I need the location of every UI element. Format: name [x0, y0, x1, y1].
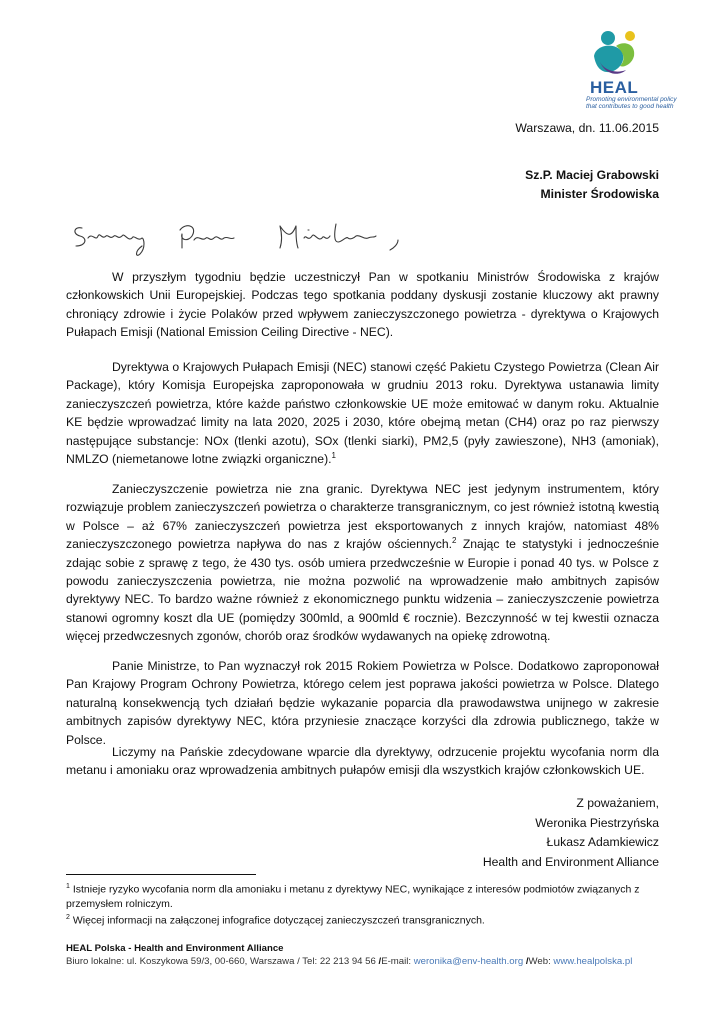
paragraph-1 — [66, 268, 659, 342]
footer-contact — [66, 955, 666, 968]
footer-address: Biuro lokalne: ul. Koszykowa 59/3, 00-660, Warszawa / Tel: 22 213 94 56 — [66, 956, 376, 967]
footer-separator-2: / — [525, 956, 529, 967]
signer-2: Łukasz Adamkiewicz — [546, 835, 659, 849]
paragraph-4-text: Panie Ministrze, to Pan wyznaczył rok 2015 Rokiem Powietrza w Polsce. Dodatkowo zaproponował Pan Krajowy Program Ochrony Powietrza, którego celem jest poprawa jakości powietrza w Polsce. Dlatego naturalną konsekwencją tych działań będzie wykazanie poparcia dla prawodawstwa unijnego w zakresie ambitnych zapisów dyrektywy NEC, która przyniesie znaczące korzyści dla zdrowia publicznego, także w Polsce. — [66, 659, 659, 747]
paragraph-5-text: Liczymy na Pańskie zdecydowane wparcie dla dyrektywy, odrzucenie projektu wycofania norm dla metanu i amoniaku oraz wprowadzenia ambitnych pułapów emisji dla wszystkich krajów członkowskich UE. — [66, 745, 659, 778]
footnote-ref-2[interactable]: 2 — [452, 536, 457, 546]
footnote-divider — [66, 874, 256, 875]
paragraph-2 — [66, 358, 659, 468]
footnote-2-number: 2 — [66, 913, 70, 921]
footnote-2 — [66, 911, 659, 928]
footer-email-label: E-mail: — [381, 956, 414, 967]
closing-block — [483, 794, 659, 872]
footer-web-link[interactable]: www.healpolska.pl — [553, 956, 633, 967]
heal-logo — [586, 26, 677, 118]
heal-logo-icon — [586, 26, 646, 78]
logo-tagline-line2: that contributes to good health — [586, 103, 674, 110]
footnote-ref-1[interactable]: 1 — [331, 450, 336, 460]
paragraph-1-text: W przyszłym tygodniu będzie uczestniczył Pan w spotkaniu Ministrów Środowiska z krajów członkowskich Unii Europejskiej. Podczas tego spotkania poddany dyskusji zostanie kluczowy akt prawny chroniący zdrowie i życie Polaków przed wpływem zanieczyszczonego powietrza - dyrektywa o Krajowych Pułapach Emisji (National Emission Ceiling Directive - NEC). — [66, 270, 659, 340]
footnote-2-text: Więcej informacji na załączonej infografice dotyczącej zanieczyszczeń transgranicznych. — [72, 914, 485, 927]
footer — [66, 942, 666, 968]
signer-1: Weronika Piestrzyńska — [535, 815, 659, 830]
logo-name: HEAL — [590, 78, 639, 97]
footnote-1 — [66, 880, 659, 911]
paragraph-2-text: Dyrektywa o Krajowych Pułapach Emisji (NEC) stanowi część Pakietu Czystego Powietrza (Clean Air Package), który Komisja Europejska zaproponowała w grudniu 2013 roku. Dyrektywa ustanawia limity zanieczyszczeń powietrza, które każde państwo członkowskie UE może emitować w danym roku. Aktualnie KE będzie wprowadzać limity na lata 2020, 2025 i 2030, które obejmą metan (CH4) oraz po raz pierwszy następujące substancje: NOx (tlenki azotu), SOx (tlenki siarki), PM2,5 (pyły zawieszone), NH3 (amoniak), NMLZO (niemetanowe lotne związki organiczne). — [66, 360, 659, 467]
addressee — [525, 166, 659, 204]
closing-greeting: Z poważaniem, — [576, 796, 659, 810]
handwritten-salutation — [68, 208, 408, 263]
footer-web-label: Web: — [528, 956, 554, 967]
paragraph-5 — [66, 743, 659, 780]
letter-date: Warszawa, dn. 11.06.2015 — [515, 121, 659, 135]
paragraph-3 — [66, 480, 659, 646]
footnotes — [66, 880, 659, 928]
paragraph-3-text-a: Zanieczyszczenie powietrza nie zna granic. Dyrektywa NEC jest jedynym instrumentem, który rozwiązuje problem zanieczyszczeń powietrza o charakterze transgranicznym, co jest również istotną kwestią w Polsce – aż 67% zanieczyszczeń powietrza jest eksportowanych z innych krajów, natomiast 48% zanieczyszczonego powietrza napływa do nas z krajów ościennych. — [66, 482, 659, 552]
signer-organization: Health and Environment Alliance — [482, 854, 659, 869]
logo-tagline — [586, 96, 677, 110]
addressee-title: Minister Środowiska — [540, 187, 659, 201]
footnote-1-text: Istnieje ryzyko wycofania norm dla amoniaku i metanu z dyrektywy NEC, wynikające z interesów podmiotów związanych z przemysłem rolniczym. — [66, 883, 640, 910]
footer-org: HEAL Polska - Health and Environment Alliance — [66, 943, 284, 954]
addressee-name: Sz.P. Maciej Grabowski — [525, 168, 659, 182]
footnote-1-number: 1 — [66, 883, 70, 890]
footer-separator: / — [378, 956, 382, 967]
paragraph-3-text-b: Znając te statystyki i jednocześnie zdając sobie z sprawę z tego, że 430 tys. osób umiera przedwcześnie w Europie i ponad 40 tys. w Polsce z powodu zanieczyszczenia powietrza, nie można pozwolić na wprowadzenie mało ambitnych zapisów dyrektywy NEC. To bardzo ważne również z ekonomicznego punktu widzenia – zanieczyszczenie powietrza stanowi ogromny koszt dla UE (pomiędzy 300mld, a 900mld € rocznie). Bezczynność w tej kwestii oznacza więcej przedwczesnych zgonów, chorób oraz środków wydawanych na opiekę zdrowotną. — [66, 537, 659, 644]
logo-tagline-line1: Promoting environmental policy — [586, 96, 677, 103]
footer-email-link[interactable]: weronika@env-health.org — [413, 956, 524, 967]
paragraph-4 — [66, 657, 659, 749]
